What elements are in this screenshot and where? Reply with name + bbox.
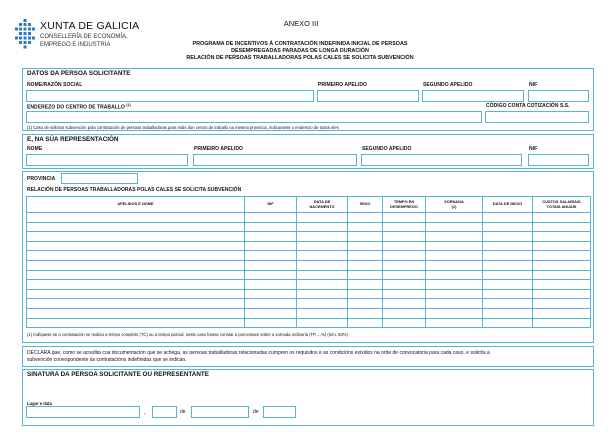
form-title: [150, 41, 450, 62]
col-header-sex: SEXO: [348, 197, 383, 213]
place-date-label: Lugar e data: [27, 401, 52, 406]
representative-nif-field[interactable]: [528, 154, 589, 166]
table-cell[interactable]: [533, 222, 591, 232]
table-cell[interactable]: [245, 318, 297, 328]
col-header-name: APELIDOS E NOME: [27, 197, 245, 213]
signature-section-title: SINATURA DA PERSOA SOLICITANTE OU REPRESENTANTE: [27, 371, 209, 378]
province-field[interactable]: [61, 173, 138, 184]
table-cell[interactable]: [383, 260, 426, 270]
table-cell[interactable]: [348, 289, 383, 299]
province-label: PROVINCIA: [27, 176, 56, 182]
table-row: [27, 270, 591, 280]
table-cell[interactable]: [533, 299, 591, 309]
representative-name-label: NOME: [27, 146, 43, 152]
table-cell[interactable]: [533, 270, 591, 280]
table-cell[interactable]: [297, 318, 348, 328]
table-cell[interactable]: [27, 280, 245, 290]
place-date-comma: ,: [144, 410, 146, 416]
table-row: [27, 251, 591, 261]
table-row: [27, 318, 591, 328]
table-cell[interactable]: [383, 241, 426, 251]
table-cell[interactable]: [348, 213, 383, 223]
table-row: [27, 260, 591, 270]
form-title-line-1: PROGRAMA DE INCENTIVOS Á CONTRATACIÓN INDEFINIDA INICIAL DE PERSOAS: [192, 41, 408, 47]
applicant-ss-code-label: CÓDIGO CONTA COTIZACIÓN S.S.: [486, 103, 570, 109]
table-cell[interactable]: [297, 213, 348, 223]
table-cell[interactable]: [533, 213, 591, 223]
table-cell[interactable]: [383, 222, 426, 232]
table-cell[interactable]: [245, 289, 297, 299]
table-cell[interactable]: [483, 308, 533, 318]
applicant-nif-field[interactable]: [528, 90, 589, 102]
workers-table-header: [27, 197, 591, 213]
table-cell[interactable]: [245, 241, 297, 251]
form-title-line-3: RELACIÓN DE PERSOAS TRABALLADORAS POLAS CALES SE SOLICITA SUBVENCIÓN: [186, 55, 414, 61]
applicant-footnote: (1) Caso de solicitar subvención pola contratación de persoas traballadoras para máis dun centro de traballo na mesma provincia, indicaranse o enderezo de todos eles: [27, 125, 339, 130]
table-cell[interactable]: [533, 251, 591, 261]
table-cell[interactable]: [426, 318, 483, 328]
table-cell[interactable]: [297, 289, 348, 299]
table-cell[interactable]: [245, 299, 297, 309]
table-cell[interactable]: [426, 289, 483, 299]
table-cell[interactable]: [533, 318, 591, 328]
table-cell[interactable]: [27, 232, 245, 242]
table-cell[interactable]: [348, 299, 383, 309]
table-cell[interactable]: [297, 299, 348, 309]
table-cell[interactable]: [348, 251, 383, 261]
table-cell[interactable]: [483, 289, 533, 299]
applicant-section-title: DATOS DA PERSOA SOLICITANTE: [27, 70, 131, 77]
xunta-logo: [15, 19, 35, 50]
table-cell[interactable]: [383, 213, 426, 223]
table-cell[interactable]: [297, 280, 348, 290]
table-cell[interactable]: [483, 260, 533, 270]
table-cell[interactable]: [245, 270, 297, 280]
applicant-address-note-mark: (1): [126, 103, 131, 107]
representative-nif-label: NIF: [529, 146, 538, 152]
table-row: [27, 289, 591, 299]
table-cell[interactable]: [348, 308, 383, 318]
table-cell[interactable]: [426, 213, 483, 223]
applicant-name-field[interactable]: [26, 90, 314, 102]
table-cell[interactable]: [533, 308, 591, 318]
table-cell[interactable]: [245, 280, 297, 290]
date-separator-1: de: [180, 409, 186, 415]
table-cell[interactable]: [297, 222, 348, 232]
table-cell[interactable]: [27, 241, 245, 251]
place-field[interactable]: [26, 406, 140, 418]
table-row: [27, 222, 591, 232]
table-cell[interactable]: [245, 308, 297, 318]
form-title-line-2: DESEMPREGADAS PARADAS DE LONGA DURACIÓN: [231, 48, 369, 54]
annex-label: ANEXO III: [283, 19, 319, 28]
table-cell[interactable]: [27, 289, 245, 299]
table-cell[interactable]: [533, 280, 591, 290]
table-cell[interactable]: [245, 213, 297, 223]
table-cell[interactable]: [27, 299, 245, 309]
table-cell[interactable]: [426, 280, 483, 290]
table-cell[interactable]: [297, 251, 348, 261]
table-row: [27, 232, 591, 242]
representative-section-title: E, NA SÚA REPRESENTACIÓN: [27, 136, 119, 143]
table-cell[interactable]: [483, 318, 533, 328]
date-separator-2: de: [253, 409, 259, 415]
applicant-surname2-label: SEGUNDO APELIDO: [423, 82, 473, 88]
col-header-nif: NIF: [245, 197, 297, 213]
representative-surname2-label: SEGUNDO APELIDO: [362, 146, 412, 152]
table-cell[interactable]: [483, 299, 533, 309]
org-name: XUNTA DE GALICIA: [40, 20, 140, 32]
applicant-address-field[interactable]: [26, 111, 482, 123]
table-cell[interactable]: [383, 318, 426, 328]
table-cell[interactable]: [483, 232, 533, 242]
declaration-text: [27, 350, 490, 363]
table-cell[interactable]: [348, 232, 383, 242]
table-row: [27, 241, 591, 251]
table-cell[interactable]: [426, 260, 483, 270]
applicant-surname1-field[interactable]: [317, 90, 419, 102]
table-cell[interactable]: [483, 241, 533, 251]
table-cell[interactable]: [383, 280, 426, 290]
col-header-salary-costs: CUSTOS SALARIAIS TOTAIS ANUAIS: [533, 197, 591, 213]
table-cell[interactable]: [426, 241, 483, 251]
col-header-working-hours: XORNADA (1): [426, 197, 483, 213]
table-row: [27, 308, 591, 318]
table-row: [27, 213, 591, 223]
table-cell[interactable]: [348, 270, 383, 280]
table-cell[interactable]: [533, 260, 591, 270]
col-header-start-date: DATA DE INICIO: [483, 197, 533, 213]
table-cell[interactable]: [383, 270, 426, 280]
table-cell[interactable]: [27, 222, 245, 232]
table-cell[interactable]: [483, 213, 533, 223]
table-cell[interactable]: [297, 308, 348, 318]
workers-table-body: [27, 213, 591, 328]
table-row: [27, 299, 591, 309]
table-cell[interactable]: [348, 260, 383, 270]
year-field[interactable]: [263, 406, 296, 418]
applicant-name-label: NOME/RAZÓN SOCIAL: [27, 82, 83, 88]
table-cell[interactable]: [27, 270, 245, 280]
applicant-nif-label: NIF: [529, 82, 538, 88]
table-cell[interactable]: [383, 251, 426, 261]
table-cell[interactable]: [348, 280, 383, 290]
table-cell[interactable]: [27, 251, 245, 261]
day-field[interactable]: [152, 406, 177, 418]
table-cell[interactable]: [245, 222, 297, 232]
table-cell[interactable]: [483, 251, 533, 261]
department-line-1: CONSELLERÍA DE ECONOMÍA,: [40, 34, 128, 40]
declaration-line-2: subvención correspondente ás contratacións indefinidas que se indican.: [27, 356, 187, 363]
table-cell[interactable]: [348, 241, 383, 251]
table-cell[interactable]: [297, 232, 348, 242]
table-cell[interactable]: [426, 299, 483, 309]
col-header-unemployment-time: TEMPO EN DESEMPREGO: [383, 197, 426, 213]
table-cell[interactable]: [245, 232, 297, 242]
workers-table: [26, 196, 591, 328]
representative-surname1-label: PRIMEIRO APELIDO: [194, 146, 243, 152]
table-cell[interactable]: [483, 280, 533, 290]
table-cell[interactable]: [533, 241, 591, 251]
table-cell[interactable]: [27, 213, 245, 223]
table-cell[interactable]: [297, 270, 348, 280]
table-cell[interactable]: [27, 318, 245, 328]
table-cell[interactable]: [483, 222, 533, 232]
table-cell[interactable]: [348, 318, 383, 328]
workers-list-title: RELACIÓN DE PERSOAS TRABALLADORAS POLAS CALES SE SOLICITA SUBVENCIÓN: [27, 187, 242, 193]
table-cell[interactable]: [297, 260, 348, 270]
applicant-address-label: [27, 103, 131, 111]
table-cell[interactable]: [297, 241, 348, 251]
representative-name-field[interactable]: [26, 154, 188, 166]
declaration-line-1: DECLARA que, como se acredita coa documentación que se achega, as persoas traballadoras relacionadas cumpren os requisitos e as condicións exixidos na orde de convocatoria para cada caso, e solicita a: [27, 350, 490, 356]
table-cell[interactable]: [383, 232, 426, 242]
table-cell[interactable]: [27, 308, 245, 318]
table-cell[interactable]: [426, 251, 483, 261]
department-line-2: EMPREGO E INDUSTRIA: [40, 42, 111, 48]
representative-surname2-field[interactable]: [361, 154, 522, 166]
table-cell[interactable]: [383, 289, 426, 299]
month-field[interactable]: [191, 406, 249, 418]
table-cell[interactable]: [426, 270, 483, 280]
table-row: [27, 280, 591, 290]
table-cell[interactable]: [426, 232, 483, 242]
applicant-surname2-field[interactable]: [422, 90, 524, 102]
table-cell[interactable]: [383, 308, 426, 318]
galicia-crest-icon: [15, 19, 35, 50]
table-cell[interactable]: [245, 251, 297, 261]
col-header-birth-date: DATA DE NACEMENTO: [297, 197, 348, 213]
applicant-address-label-text: ENDEREZO DO CENTRO DE TRABALLO: [27, 104, 125, 111]
table-cell[interactable]: [383, 299, 426, 309]
workers-footnote: (1) Indíquese se a contratación se realiza a tempo completo (TC) ou a tempo parcial; neste caso farase constar a porcentaxe sobre a xornada ordinaria (TP.....%) (mín. 50%): [27, 332, 348, 337]
table-cell[interactable]: [426, 222, 483, 232]
table-cell[interactable]: [483, 270, 533, 280]
table-cell[interactable]: [348, 222, 383, 232]
table-cell[interactable]: [245, 260, 297, 270]
applicant-surname1-label: PRIMEIRO APELIDO: [318, 82, 367, 88]
table-cell[interactable]: [533, 232, 591, 242]
table-cell[interactable]: [426, 308, 483, 318]
table-cell[interactable]: [533, 289, 591, 299]
applicant-ss-code-field[interactable]: [485, 111, 589, 123]
representative-surname1-field[interactable]: [193, 154, 357, 166]
table-cell[interactable]: [27, 260, 245, 270]
